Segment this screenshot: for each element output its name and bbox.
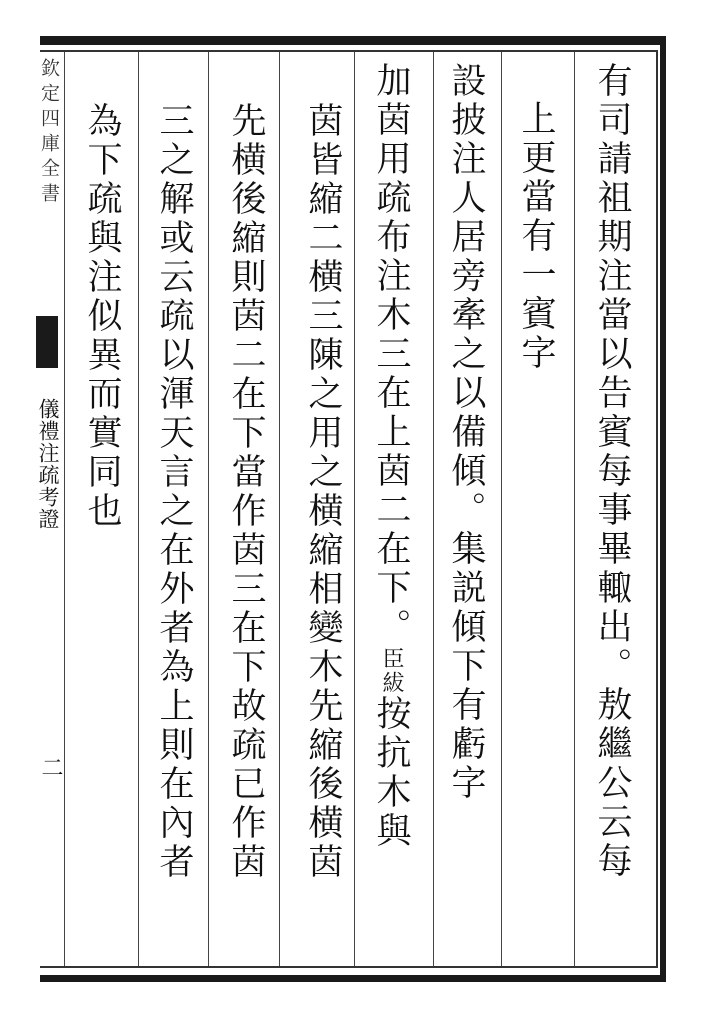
margin-fragment: 欽定四庫全書 (38, 58, 60, 208)
column-rule (279, 52, 280, 966)
text-column-6: 先横後縮則茵二在下當作茵三在下故疏已作茵 (226, 102, 266, 882)
column-rule (433, 52, 434, 966)
column-rule (501, 52, 502, 966)
column-rule (574, 52, 575, 966)
column-rule (208, 52, 209, 966)
column-rule (138, 52, 139, 966)
text-column-1: 有司請祖期注當以告賓每事畢輙出。敖繼公云每 (592, 62, 632, 881)
column-4-main: 加茵用疏布注木三在上茵二在下。 (371, 62, 411, 647)
text-column-5: 茵皆縮二横三陳之用之横縮相變木先縮後横茵 (303, 102, 343, 882)
column-4-tail: 按抗木與 (371, 695, 411, 851)
column-rule (64, 52, 65, 966)
inner-border (40, 50, 658, 968)
text-column-3: 設披注人居旁牽之以備傾。集説傾下有虧字 (446, 62, 486, 803)
text-column-2: 上更當有一賓字 (516, 100, 556, 373)
book-title: 儀禮注疏考證 (36, 398, 60, 530)
text-column-7: 三之解或云疏以渾天言之在外者為上則在內者 (154, 102, 194, 882)
fish-tail-mark (36, 316, 58, 368)
page-number: 二 (38, 756, 63, 778)
column-rule (354, 52, 355, 966)
text-column-8: 為下疏與注似異而實同也 (82, 102, 122, 531)
text-column-4 (373, 62, 409, 851)
minister-note: 臣紱 (379, 647, 404, 695)
